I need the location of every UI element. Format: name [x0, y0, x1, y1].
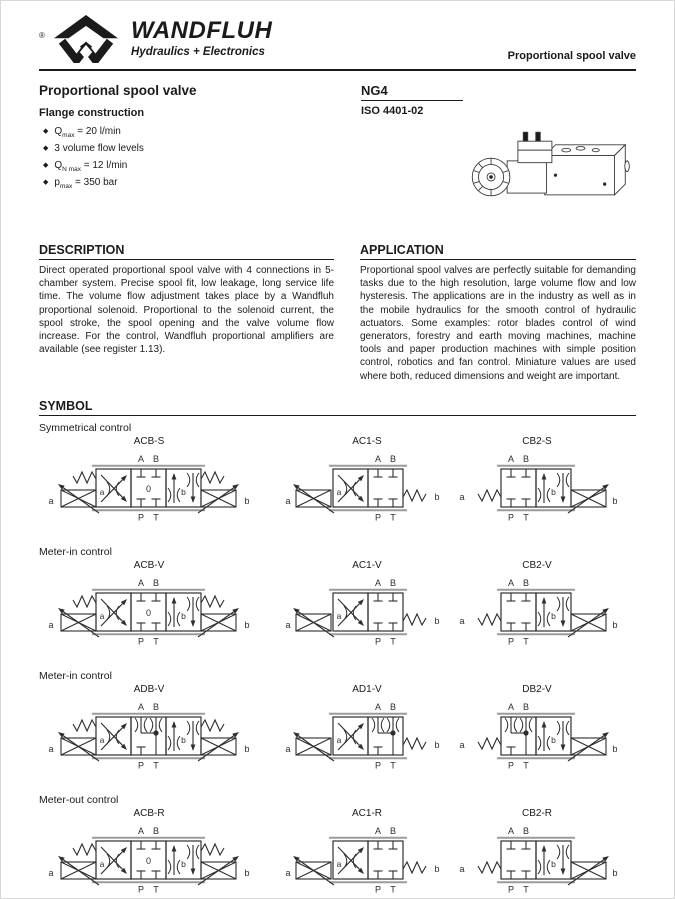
hydraulic-symbol-drawing	[452, 697, 622, 783]
registered-trademark-icon: ®	[39, 31, 45, 40]
svg-text:a: a	[48, 495, 54, 506]
symbol-code-label: AC1-S	[352, 435, 382, 447]
svg-text:b: b	[551, 734, 556, 745]
intro-right	[339, 83, 636, 229]
symbol-code-label: DB2-V	[522, 683, 552, 695]
svg-text:0: 0	[145, 483, 152, 494]
document-title: Proportional spool valve	[507, 50, 636, 62]
svg-text:A: A	[507, 825, 515, 836]
wandfluh-logo	[39, 15, 272, 63]
symbol-group	[39, 546, 636, 664]
svg-text:T: T	[523, 760, 529, 771]
svg-text:0: 0	[145, 607, 152, 618]
symbol-row	[39, 806, 636, 899]
svg-text:B: B	[152, 577, 160, 588]
description-section	[39, 243, 334, 383]
description-heading: DESCRIPTION	[39, 243, 334, 260]
svg-text:B: B	[389, 701, 397, 712]
diamond-bullet-icon: ◆	[43, 128, 49, 135]
symbol-code-label: ACB-V	[133, 559, 165, 571]
spec-list	[39, 124, 339, 192]
svg-text:a: a	[285, 743, 291, 754]
symbol-drawing-holder	[452, 697, 622, 788]
wandfluh-logo-mark-icon	[51, 15, 121, 63]
svg-text:B: B	[389, 577, 397, 588]
svg-text:T: T	[390, 760, 396, 771]
svg-text:a: a	[336, 858, 342, 869]
svg-text:P: P	[137, 760, 145, 771]
svg-text:P: P	[507, 636, 515, 647]
spec-text: $Q_{N max} = 12$ l/min	[54, 160, 128, 173]
symbol-drawing-holder	[452, 821, 622, 899]
svg-text:0: 0	[145, 855, 152, 866]
svg-text:b: b	[181, 610, 186, 621]
symbol-drawing-holder	[452, 573, 622, 664]
svg-text:b: b	[244, 867, 250, 878]
hydraulic-symbol-drawing	[44, 449, 254, 535]
svg-text:a: a	[459, 615, 465, 626]
svg-text:B: B	[389, 453, 397, 464]
page-title: Proportional spool valve	[39, 83, 197, 98]
symbol-ACB-V	[44, 558, 254, 664]
svg-text:a: a	[99, 486, 105, 497]
svg-text:A: A	[374, 825, 382, 836]
svg-text:T: T	[153, 512, 159, 523]
svg-text:a: a	[99, 858, 105, 869]
iso-standard: ISO 4401-02	[361, 105, 424, 117]
svg-text:P: P	[507, 760, 515, 771]
application-heading: APPLICATION	[360, 243, 636, 260]
hydraulic-symbol-drawing	[44, 821, 254, 899]
spec-item	[43, 158, 339, 175]
svg-text:a: a	[336, 610, 342, 621]
symbol-drawing-holder	[44, 449, 254, 540]
symbol-drawing-holder	[282, 821, 452, 899]
symbol-row	[39, 434, 636, 540]
symbol-row	[39, 682, 636, 788]
application-section	[360, 243, 636, 383]
svg-text:b: b	[551, 486, 556, 497]
svg-text:P: P	[137, 512, 145, 523]
hydraulic-symbol-drawing	[282, 573, 452, 659]
svg-text:B: B	[522, 577, 530, 588]
svg-text:P: P	[374, 760, 382, 771]
svg-text:P: P	[137, 884, 145, 895]
spec-text: 3 volume flow levels	[54, 143, 144, 154]
svg-text:A: A	[137, 825, 145, 836]
hydraulic-symbol-drawing	[452, 573, 622, 659]
symbol-AC1-R	[282, 806, 452, 899]
symbol-drawing-holder	[44, 821, 254, 899]
svg-text:B: B	[522, 825, 530, 836]
svg-text:A: A	[137, 701, 145, 712]
symbol-heading: SYMBOL	[39, 399, 636, 416]
symbol-CB2-V	[452, 558, 622, 664]
svg-text:T: T	[523, 512, 529, 523]
svg-text:b: b	[181, 858, 186, 869]
symbol-group-title: Meter-in control	[39, 545, 112, 558]
svg-text:b: b	[434, 615, 440, 626]
svg-text:a: a	[99, 610, 105, 621]
hydraulic-symbol-drawing	[44, 697, 254, 783]
svg-text:P: P	[374, 884, 382, 895]
svg-text:a: a	[459, 863, 465, 874]
symbol-groups	[39, 422, 636, 899]
svg-text:A: A	[507, 577, 515, 588]
symbol-CB2-S	[452, 434, 622, 540]
symbol-code-label: CB2-V	[522, 559, 552, 571]
svg-text:b: b	[612, 495, 618, 506]
svg-text:B: B	[522, 701, 530, 712]
svg-text:a: a	[285, 495, 291, 506]
intro-left	[39, 83, 339, 229]
hydraulic-symbol-drawing	[44, 573, 254, 659]
svg-text:B: B	[389, 825, 397, 836]
symbol-code-label: AD1-V	[352, 683, 382, 695]
hydraulic-symbol-drawing	[452, 449, 622, 535]
symbol-drawing-holder	[282, 449, 452, 540]
symbol-code-label: ACB-R	[133, 807, 165, 819]
svg-text:B: B	[522, 453, 530, 464]
symbol-code-label: ADB-V	[133, 683, 165, 695]
symbol-group	[39, 422, 636, 540]
svg-text:A: A	[374, 701, 382, 712]
svg-text:b: b	[612, 867, 618, 878]
svg-text:b: b	[244, 495, 250, 506]
logo-text	[131, 15, 272, 63]
diamond-bullet-icon: ◆	[43, 145, 49, 152]
symbol-code-label: AC1-R	[351, 807, 382, 819]
svg-text:B: B	[152, 701, 160, 712]
text-columns	[39, 243, 636, 383]
symbol-section	[39, 399, 636, 899]
symbol-code-label: ACB-S	[133, 435, 165, 447]
symbol-group	[39, 670, 636, 788]
svg-text:A: A	[137, 577, 145, 588]
valve-line-drawing	[466, 121, 636, 207]
svg-text:b: b	[551, 610, 556, 621]
symbol-drawing-holder	[282, 573, 452, 664]
symbol-drawing-holder	[44, 697, 254, 788]
hydraulic-symbol-drawing	[452, 821, 622, 899]
symbol-code-label: CB2-S	[522, 435, 552, 447]
symbol-ADB-V	[44, 682, 254, 788]
intro-section	[39, 83, 636, 229]
brand-tagline: Hydraulics + Electronics	[131, 46, 265, 58]
construction-subtitle: Flange construction	[39, 107, 145, 119]
svg-text:T: T	[523, 884, 529, 895]
header-rule	[39, 69, 636, 71]
svg-text:a: a	[285, 867, 291, 878]
svg-text:a: a	[48, 743, 54, 754]
symbol-AC1-S	[282, 434, 452, 540]
spec-text: $Q_{max} = 20$ l/min	[54, 126, 121, 139]
application-body: Proportional spool valves are perfectly suitable for demanding tasks due to the high resolution, large volume flow and low hysteresis. The applications are in the industry as well as in the mobile hydraulics for the smooth control of hydraulic actuators. Some examples: rotor blades control of wind generators, forestry and earth moving machines, machine tools and paper production machines with simple position control, robotics and fan control. Miniature values are used where both, reduced dimensions and weight are important.	[360, 265, 636, 382]
symbol-drawing-holder	[452, 449, 622, 540]
spec-item	[43, 124, 339, 141]
svg-text:a: a	[285, 619, 291, 630]
svg-text:A: A	[507, 453, 515, 464]
svg-text:P: P	[507, 512, 515, 523]
spec-item	[43, 175, 339, 192]
hydraulic-symbol-drawing	[282, 449, 452, 535]
description-body: Direct operated proportional spool valve with 4 connections in 5-chamber system. Precise spool fit, low leakage, long service life time. The volume flow adjustment takes place by a Wandfluh proportional solenoid. Proportional to the solenoid current, the spool stroke, the spool opening and the valve volume flow increase. For the control, Wandfluh proportional amplifiers are available (see register 1.13).	[39, 265, 334, 356]
symbol-AC1-V	[282, 558, 452, 664]
svg-text:a: a	[459, 491, 465, 502]
symbol-drawing-holder	[44, 573, 254, 664]
symbol-group	[39, 794, 636, 899]
hydraulic-symbol-drawing	[282, 697, 452, 783]
symbol-group-title: Symmetrical control	[39, 421, 132, 434]
svg-text:B: B	[152, 453, 160, 464]
spec-item	[43, 141, 339, 158]
svg-text:a: a	[48, 867, 54, 878]
svg-text:a: a	[336, 486, 342, 497]
svg-text:T: T	[153, 760, 159, 771]
symbol-code-label: AC1-V	[352, 559, 382, 571]
svg-text:P: P	[137, 636, 145, 647]
svg-text:b: b	[181, 486, 186, 497]
symbol-row	[39, 558, 636, 664]
svg-text:A: A	[374, 453, 382, 464]
svg-text:b: b	[551, 858, 556, 869]
svg-text:a: a	[336, 734, 342, 745]
svg-text:P: P	[374, 512, 382, 523]
nominal-size: NG4	[361, 83, 463, 101]
svg-text:b: b	[244, 619, 250, 630]
symbol-group-title: Meter-out control	[39, 793, 119, 806]
symbol-drawing-holder	[282, 697, 452, 788]
svg-text:b: b	[434, 863, 440, 874]
svg-text:B: B	[152, 825, 160, 836]
svg-text:T: T	[153, 636, 159, 647]
svg-text:a: a	[48, 619, 54, 630]
symbol-group-title: Meter-in control	[39, 669, 112, 682]
symbol-AD1-V	[282, 682, 452, 788]
svg-text:P: P	[374, 636, 382, 647]
svg-text:T: T	[390, 884, 396, 895]
svg-text:b: b	[434, 739, 440, 750]
symbol-DB2-V	[452, 682, 622, 788]
brand-name: WANDFLUH	[131, 17, 273, 44]
svg-text:T: T	[523, 636, 529, 647]
svg-text:b: b	[244, 743, 250, 754]
svg-text:a: a	[99, 734, 105, 745]
symbol-ACB-S	[44, 434, 254, 540]
svg-text:b: b	[434, 491, 440, 502]
svg-text:A: A	[374, 577, 382, 588]
svg-text:a: a	[459, 739, 465, 750]
svg-text:A: A	[137, 453, 145, 464]
symbol-code-label: CB2-R	[521, 807, 552, 819]
svg-text:T: T	[390, 512, 396, 523]
symbol-CB2-R	[452, 806, 622, 899]
svg-text:P: P	[507, 884, 515, 895]
header	[39, 15, 636, 63]
svg-text:b: b	[181, 734, 186, 745]
svg-text:b: b	[612, 619, 618, 630]
hydraulic-symbol-drawing	[282, 821, 452, 899]
svg-text:T: T	[390, 636, 396, 647]
diamond-bullet-icon: ◆	[43, 162, 49, 169]
symbol-ACB-R	[44, 806, 254, 899]
svg-text:T: T	[153, 884, 159, 895]
svg-text:A: A	[507, 701, 515, 712]
diamond-bullet-icon: ◆	[43, 179, 49, 186]
spec-text: $p_{max} = 350$ bar	[54, 177, 118, 190]
svg-text:b: b	[612, 743, 618, 754]
